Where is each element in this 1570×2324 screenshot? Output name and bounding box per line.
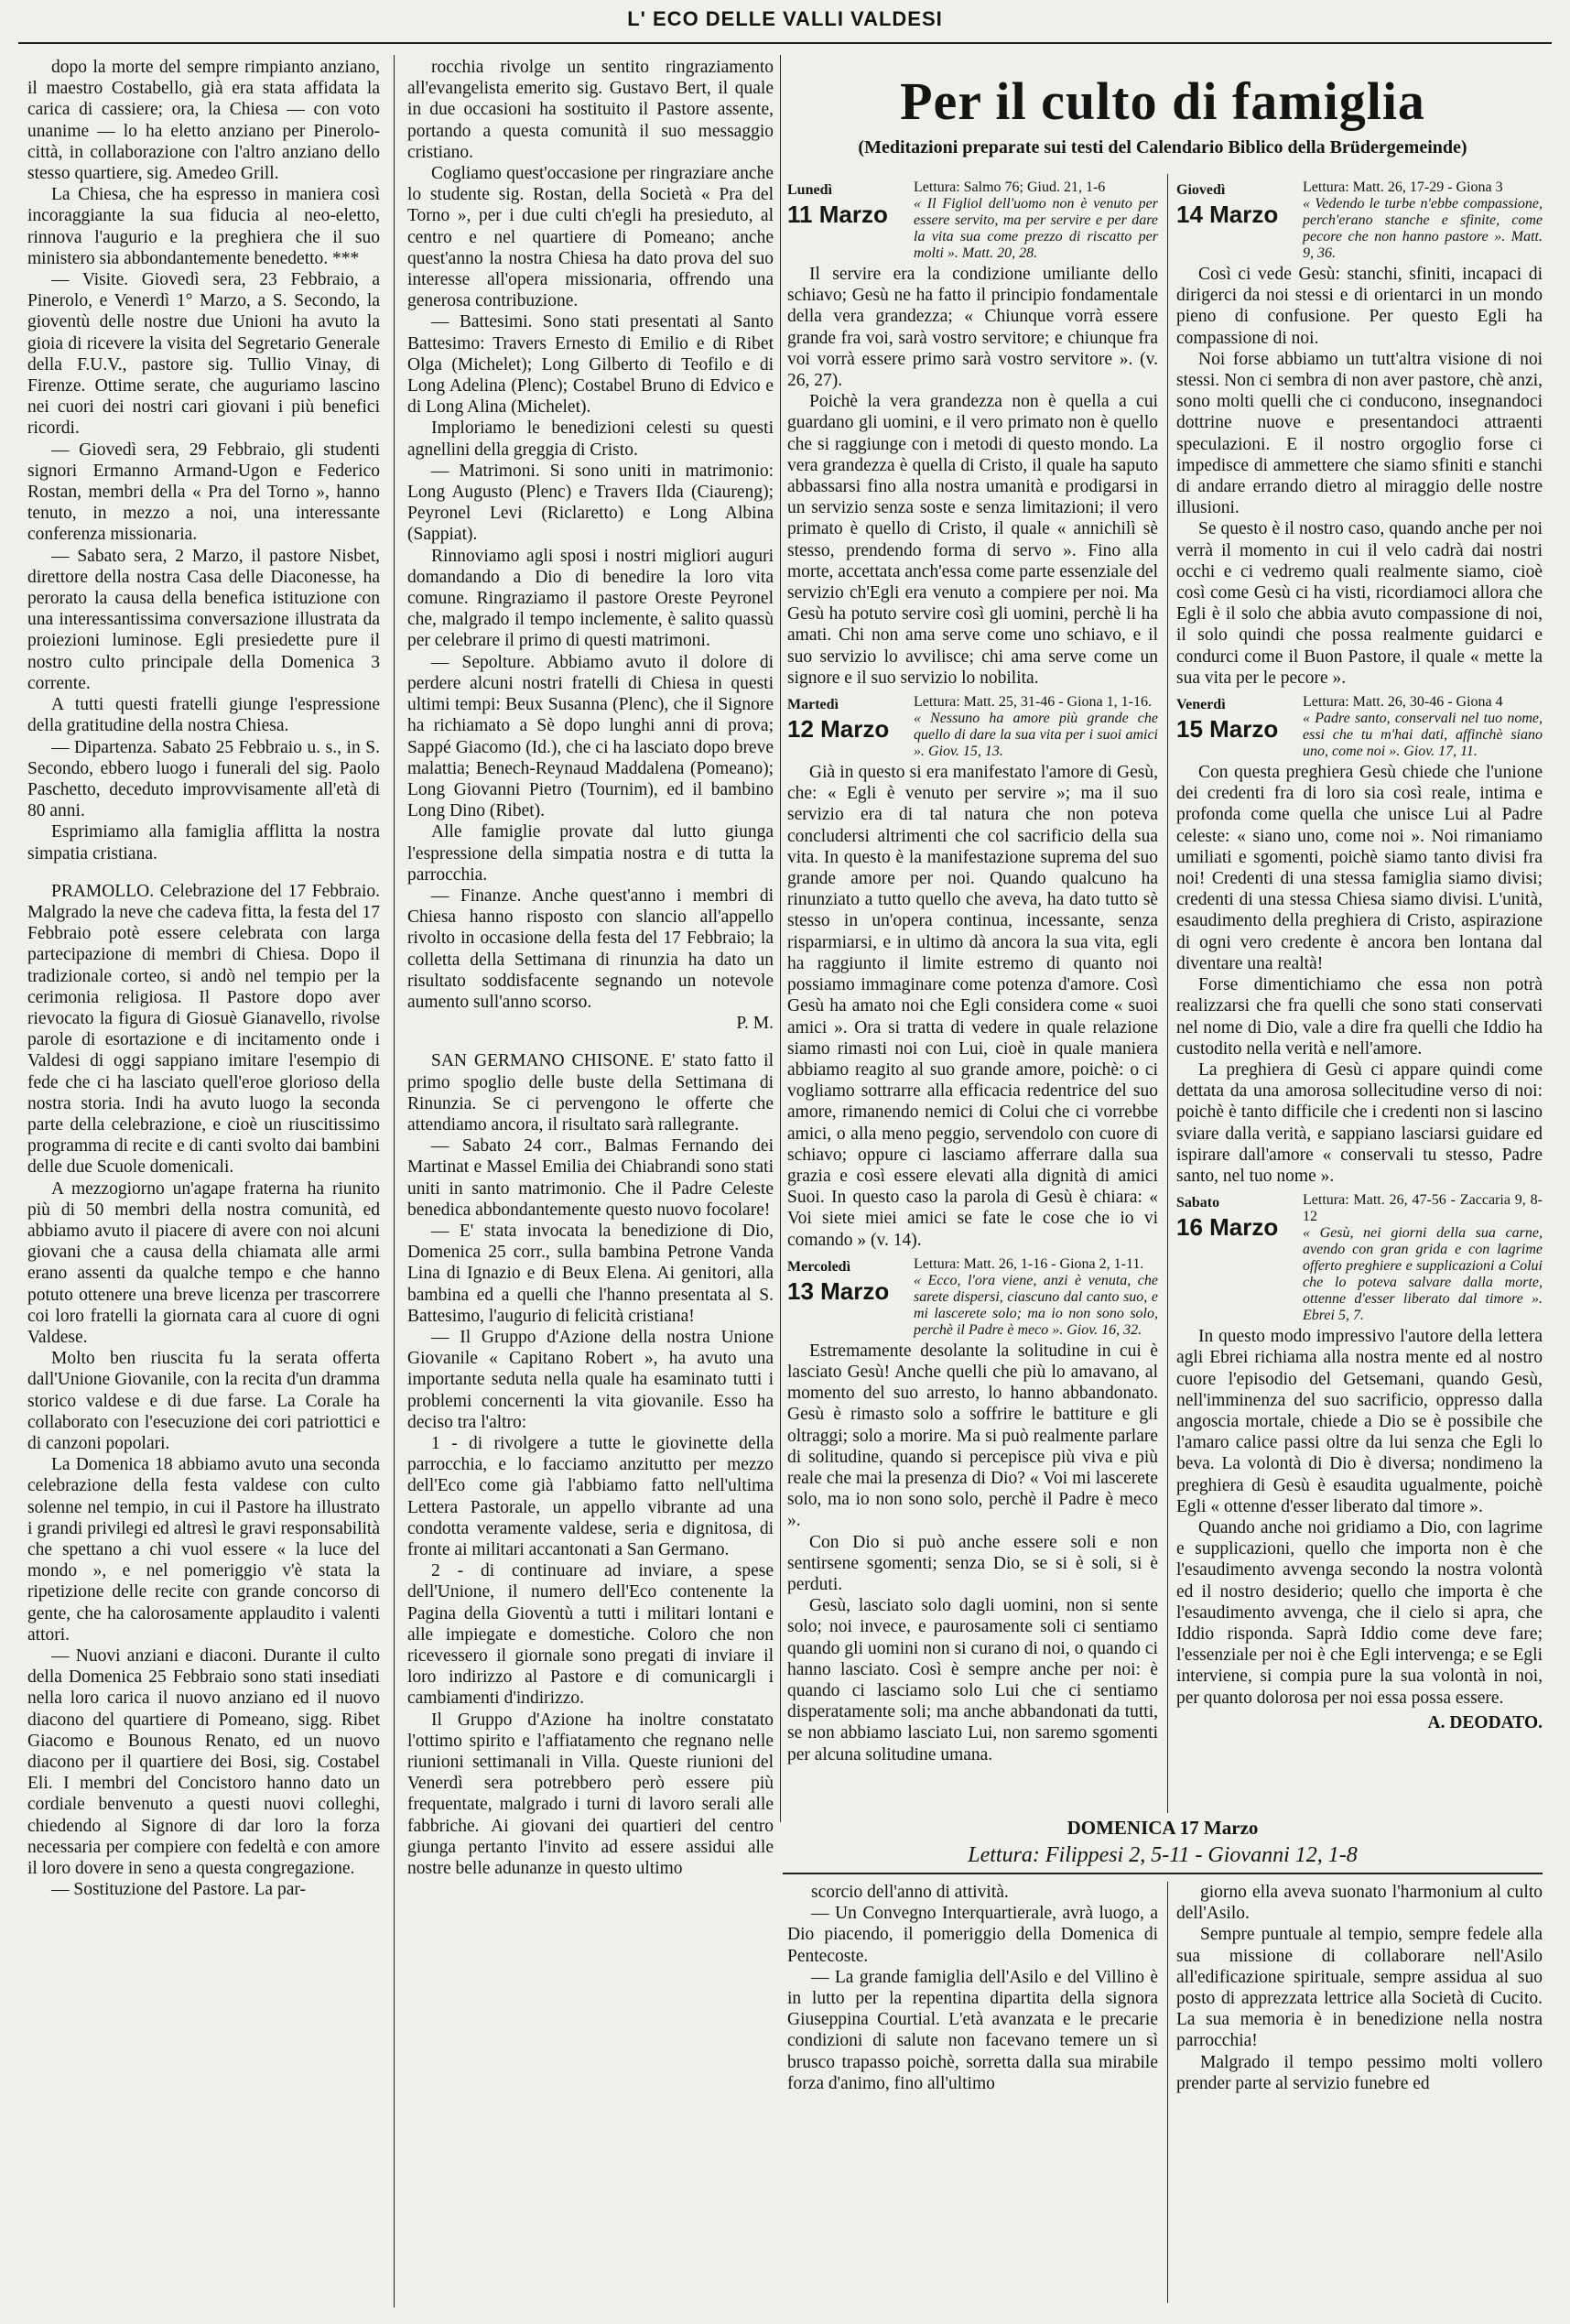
- verse-quote: « Vedendo le turbe n'ebbe compassione, perch'erano stanche e sfinite, come pecore che non hanno pastore ». Matt. 9, 36.: [1303, 196, 1543, 261]
- day-reading: [914, 694, 1158, 760]
- column-4: [1176, 1882, 1543, 2303]
- meditation-paragraph: Quando anche noi gridiamo a Dio, con lagrime e supplicazioni, quello che importa non è che l'esaudimento avvenga secondo la nostra volontà ed il nostro desiderio; quello che importa è che l'esaudimento avvenga, che il cielo si apra, che Iddio risponda. Saprà Iddio come deve fare; l'essenziale per noi è che Egli intervenga; e se Egli interviene, si compia pure la sua volontà in noi, per quanto dolorosa per noi essa possa essere.: [1176, 1517, 1543, 1708]
- paragraph: — Sabato sera, 2 Marzo, il pastore Nisbet, direttore della nostra Casa delle Diaconesse, ha perorato la causa della benefica istituzione con una interessantissima conversazione illustrata da proiezioni luminose. Egli presiedette pure il nostro culto principale della Domenica 3 corrente.: [27, 546, 380, 693]
- paragraph: Molto ben riuscita fu la serata offerta dall'Unione Giovanile, con la recita d'un dramma storico valdese e di due farse. La Corale ha collaborato con l'esecuzione dei cori patriottici e di canzoni popolari.: [27, 1349, 380, 1453]
- banner-subtitle: (Meditazioni preparate sui testi del Calendario Biblico della Brüdergemeinde): [858, 137, 1467, 157]
- day-label: [1176, 1192, 1295, 1324]
- reading-ref: Lettura: Matt. 26, 47-56 - Zaccaria 9, 8-12: [1303, 1192, 1543, 1225]
- paragraph: La Chiesa, che ha espresso in maniera così incoraggiante la sua fiducia al neo-eletto, rinnova l'augurio e la preghiera che il suo ministero sia abbondantemente benedetto. ***: [27, 185, 380, 268]
- paragraph: — Matrimoni. Si sono uniti in matrimonio: Long Augusto (Plenc) e Travers Ilda (Ciaureng); Peyronel Levi (Riclaretto) e Long Albina (Sappiat).: [407, 461, 774, 545]
- meditation-paragraph: Gesù, lasciato solo dagli uomini, non si sente solo; noi invece, e paurosamente soli ci sentiamo quando gli uomini non si curano di noi, o quando ci hanno lasciato. Così è sempre anche per noi: è quando ci lasciamo solo Lui che ci sentiamo disperatamente soli; ma anche abbandonati da tutti, se non abbiamo lasciato Lui, non saremo sgomenti per alcuna solitudine umana.: [787, 1596, 1158, 1765]
- day-label: [1176, 694, 1295, 760]
- paragraph: — Finanze. Anche quest'anno i membri di Chiesa hanno risposto con slancio all'appello rivolto in occasione della festa del 17 Febbraio; la colletta della Settimana di rinunzia ha dato un risultato soddisfacente segnando un notevole aumento sull'anno scorso.: [407, 885, 774, 1012]
- paragraph: — Sabato 24 corr., Balmas Fernando dei Martinat e Massel Emilia dei Chiabrandi sono stati uniti in santo matrimonio. Che il Padre Celeste benedica abbondantemente questo nuovo focolare!: [407, 1136, 774, 1220]
- day-reading: [1303, 179, 1543, 262]
- day-date: 15 Marzo: [1176, 715, 1279, 744]
- meditation-paragraph: Noi forse abbiamo un tutt'altra visione di noi stessi. Non ci sembra di non aver pastore, chè anzi, sono molti quelli che ci conducono, insegnandoci dottrine nuove e presentandoci attraenti speculazioni. E il nostro orgoglio forse ci impedisce di ammettere che siamo sfiniti e stanchi di andare errando dietro al miraggio delle nostre illusioni.: [1176, 349, 1543, 518]
- day-head: [787, 1256, 1158, 1339]
- paragraph: — Battesimi. Sono stati presentati al Santo Battesimo: Travers Ernesto di Emilio e di Ribet Olga (Michelet); Long Gilberto di Teofilo e di Long Adelina (Plenc); Costabel Bruno di Edvico e di Long Alina (Michelet).: [407, 312, 774, 418]
- day-name: Giovedì: [1176, 182, 1226, 198]
- meditation-day: [1176, 694, 1543, 1187]
- meditation-paragraph: Il servire era la condizione umiliante dello schiavo; Gesù ne ha fatto il principio fondamentale della vera grandezza; « Chiunque vorrà essere grande fra voi, sarà vostro servitore; e chiunque fra voi vorrà essere primo sarà vostro servitore ». (v. 26, 27).: [787, 265, 1158, 391]
- day-name: Mercoledì: [787, 1258, 851, 1275]
- paragraph: Rinnoviamo agli sposi i nostri migliori auguri domandando a Dio di benedire la loro vita comune. Ringraziamo il pastore Oreste Peyronel che, malgrado il tempo inclemente, è salito quassù per celebrare il primo di questi matrimoni.: [407, 546, 774, 651]
- column-divider: [1167, 1882, 1168, 2303]
- meditation-paragraph: Se questo è il nostro caso, quando anche per noi verrà il momento in cui il velo cadrà dai nostri occhi e ci vedremo quali realmente siamo, cioè così come Gesù ci ha visti, ricordiamoci allora che Egli è il solo che abbia avuto compassione di noi, il solo quindi che possa realmente guidarci e condurci come il Buon Pastore, il quale « mette la sua vita per le pecore ».: [1176, 519, 1543, 688]
- verse-quote: « Il Figliol dell'uomo non è venuto per essere servito, ma per servire e per dare la vita sua come prezzo di riscatto per molti ». Matt. 20, 28.: [914, 196, 1158, 261]
- paragraph: — Un Convegno Interquartierale, avrà luogo, a Dio piacendo, il pomeriggio della Domenica di Pentecoste.: [787, 1904, 1158, 1966]
- column-divider: [780, 55, 781, 1822]
- sunday-title: DOMENICA 17 Marzo: [1067, 1817, 1259, 1839]
- paragraph: — Giovedì sera, 29 Febbraio, gli studenti signori Ermanno Armand-Ugon e Federico Rostan, membri della « Pra del Torno », hanno tenuto, in mezzo a noi, una interessante conferenza missionaria.: [27, 440, 380, 545]
- paragraph: dopo la morte del sempre rimpianto anziano, il maestro Costabello, già era stata affidata la carica di cassiere; ora, la Chiesa — con voto unanime — lo ha eletto anziano per Pinerolo-città, in collaborazione con l'altro anziano dello stesso quartiere, sig. Amedeo Grill.: [27, 58, 380, 184]
- column-3: [787, 1882, 1158, 2303]
- day-head: [787, 179, 1158, 262]
- paragraph: PRAMOLLO. Celebrazione del 17 Febbraio. Malgrado la neve che cadeva fitta, la festa del 17 Febbraio potè essere celebrata con larga partecipazione di membri di Chiesa. Dopo il tradizionale corteo, si andò nel tempio per la cerimonia religiosa. Il Pastore dopo aver rievocato la figura di Giosuè Gianavello, rivolse parole di esortazione e di incitamento onde i Valdesi di oggi sappiano imitare l'esempio di fede che ci ha lasciato quell'eroe glorioso della nostra storia. Indi ha avuto luogo la seconda parte della celebrazione, e cioè un riuscitissimo programma di recite e di canti svolto dai bambini delle due Scuole domenicali.: [27, 881, 380, 1178]
- paragraph: A tutti questi fratelli giunge l'espressione della gratitudine della nostra Chiesa.: [27, 695, 380, 736]
- day-reading: [914, 1256, 1158, 1339]
- column-2: [407, 57, 774, 1879]
- paragraph: — Dipartenza. Sabato 25 Febbraio u. s., in S. Secondo, ebbero luogo i funerali del sig. Paolo Paschetto, deceduto improvvisamente all'età di 80 anni.: [27, 737, 380, 821]
- paragraph: — Nuovi anziani e diaconi. Durante il culto della Domenica 25 Febbraio sono stati insediati nella loro carica il nuovo anziano ed il nuovo diacono del quartiere di Pomeano, sigg. Ribet Giacomo e Bounous Renato, ed un nuovo diacono per il quartiere dei Bosi, sig. Costabel Eli. I membri del Concistoro hanno dato un cordiale benvenuto a questi nuovi colleghi, chiedendo al Signore di dar loro la forza necessaria per compiere con fedeltà e con amore il loro dovere in seno a questa congregazione.: [27, 1646, 380, 1879]
- page-header: [18, 7, 1552, 44]
- reading-ref: Lettura: Matt. 26, 30-46 - Giona 4: [1303, 694, 1503, 711]
- paragraph: Cogliamo quest'occasione per ringraziare anche lo studente sig. Rostan, della Società « Pra del Torno », per i due culti ch'egli ha presieduto, al centro e nel quartiere di Pomeano; anche quest'anno la nostra Chiesa ha dato prova del suo interesse all'opera missionaria, offrendo una generosa contribuzione.: [407, 164, 774, 311]
- day-name: Sabato: [1176, 1195, 1220, 1211]
- meditation-day: [787, 179, 1158, 689]
- paragraph: Malgrado il tempo pessimo molti vollero prender parte al servizio funebre ed: [1176, 2052, 1543, 2093]
- day-label: [1176, 179, 1295, 262]
- author-signature: A. DEODATO.: [1427, 1712, 1543, 1732]
- banner-title: Per il culto di famiglia: [900, 71, 1425, 131]
- day-date: 14 Marzo: [1176, 201, 1279, 229]
- paragraph: P. M.: [736, 1014, 774, 1034]
- meditation-paragraph: Con Dio si può anche essere soli e non sentirsene sgomenti; senza Dio, se si è soli, si è perduti.: [787, 1532, 1158, 1594]
- meditation-day: [1176, 179, 1543, 689]
- meditation-paragraph: Forse dimentichiamo che essa non potrà realizzarsi che fra quelli che sono stati conservati nel nome di Dio, vale a dire fra quelli che Iddio ha custodito nella verità e nell'amore.: [1176, 975, 1543, 1059]
- paragraph: — La grande famiglia dell'Asilo e del Villino è in lutto per la repentina dipartita della signora Giuseppina Courtial. L'età avanzata e le precarie condizioni di salute non facevano temere un sì brusco trapasso poichè, sorretta dalla sua mirabile forza d'animo, fino all'ultimo: [787, 1967, 1158, 2093]
- day-head: [787, 694, 1158, 760]
- paragraph: Sempre puntuale al tempio, sempre fedele alla sua missione di collaborare nell'Asilo all'edificazione spirituale, sempre assidua al suo posto di apprezzata lettrice alla Società di Cucito. La sua memoria è in benedizione nella nostra parrocchia!: [1176, 1925, 1543, 2051]
- verse-quote: « Ecco, l'ora viene, anzi è venuta, che sarete dispersi, ciascuno dal canto suo, e mi lascerete solo; ma io non sono solo, perchè il Padre è meco ». Giov. 16, 32.: [914, 1272, 1158, 1338]
- day-head: [1176, 179, 1543, 262]
- paragraph: 2 - di continuare ad inviare, a spese dell'Unione, il numero dell'Eco contenente la Pagina della Gioventù a tutti i militari lontani e alle impiegate e domestiche. Coloro che non ricevessero il giornale sono pregati di inviare il loro indirizzo al Pastore e di comunicargli i cambiamenti d'indirizzo.: [407, 1561, 774, 1709]
- day-label: [787, 694, 906, 760]
- day-reading: [914, 179, 1158, 262]
- family-worship-banner: [787, 73, 1538, 158]
- day-date: 16 Marzo: [1176, 1213, 1279, 1242]
- paragraph: — E' stata invocata la benedizione di Dio, Domenica 25 corr., sulla bambina Petrone Vanda Lina di Ignazio e di Beux Elena. Ai genitori, alla bambina ed a quelli che l'hanno presentata al S. Battesimo, l'augurio di felicità cristiana!: [407, 1221, 774, 1326]
- meditation-paragraph: Così ci vede Gesù: stanchi, sfiniti, incapaci di dirigerci da noi stessi e di orientarci in un mondo pieno di confusione. Per questo Egli ha compassione di noi.: [1176, 265, 1543, 348]
- meditation-day: [787, 694, 1158, 1251]
- reading-ref: Lettura: Salmo 76; Giud. 21, 1-6: [914, 179, 1106, 195]
- paragraph: giorno ella aveva suonato l'harmonium al culto dell'Asilo.: [1176, 1883, 1543, 1924]
- day-label: [787, 179, 906, 262]
- section-rule: [783, 1873, 1543, 1874]
- paragraph: Il Gruppo d'Azione ha inoltre constatato l'ottimo spirito e l'affiatamento che regnano nelle riunioni settimanali in Villa. Queste riunioni del Venerdì sera potrebbero però essere più frequentate, malgrado i turni di lavoro serali alle fabbriche. Ai giovani dei quartieri del centro giunga pertanto l'invito ad essere assidui alle nostre belle adunanze in questo ultimo: [407, 1710, 774, 1879]
- day-reading: [1303, 1192, 1543, 1324]
- sunday-reading: [787, 1817, 1538, 1868]
- paragraph: La Domenica 18 abbiamo avuto una seconda celebrazione della festa valdese con culto solenne nel tempio, in cui il Pastore ha illustrato i grandi privilegi ed altresì le gravi responsabilità che spettano a chi vuol essere « la luce del mondo », e nel pomeriggio v'è stata la ripetizione delle recite con grande concorso di gente, che ha calorosamente applaudito i valenti attori.: [27, 1455, 380, 1645]
- meditation-paragraph: La preghiera di Gesù ci appare quindi come dettata da una amorosa sollecitudine verso di noi: poichè è tanto difficile che i credenti non si lascino sviare dalla verità, e sappiano lasciarsi guidare ed ispirare dall'amore « conservali tu stesso, Padre santo, nel tuo nome ».: [1176, 1059, 1543, 1186]
- day-head: [1176, 1192, 1543, 1324]
- header-rule: [18, 42, 1552, 44]
- paragraph: — Sepolture. Abbiamo avuto il dolore di perdere alcuni nostri fratelli di Chiesa in questi ultimi tempi: Beux Susanna (Plenc), che il Signore ha richiamato a Sè dopo lunghi anni di prova; Sappé Giacomo (Id.), che ci ha lasciato dopo breve malattia; Benech-Reynaud Maddalena (Pomeano); Long Giovanni Pietro (Tournim), ed il bambino Long Dino (Ribet).: [407, 652, 774, 821]
- reading-ref: Lettura: Matt. 25, 31-46 - Giona 1, 1-16.: [914, 694, 1152, 711]
- paragraph: 1 - di rivolgere a tutte le giovinette della parrocchia, e lo facciamo anzitutto per mezzo dell'Eco come già l'abbiamo fatto nell'ultima Lettera Pastorale, un appello vibrante ad una condotta veramente valdese, seria e dignitosa, di fronte ai militari accantonati a San Germano.: [407, 1434, 774, 1560]
- verse-quote: « Padre santo, conservali nel tuo nome, essi che tu m'hai dati, affinchè siano uno, come noi ». Giov. 17, 11.: [1303, 711, 1543, 760]
- day-reading: [1303, 694, 1543, 760]
- paragraph: SAN GERMANO CHISONE. E' stato fatto il primo spoglio delle buste della Settimana di Rinunzia. Se ci pervengono le offerte che attendiamo ancora, il risultato sarà rallegrante.: [407, 1051, 774, 1135]
- day-date: 11 Marzo: [787, 201, 888, 229]
- paragraph: rocchia rivolge un sentito ringraziamento all'evangelista emerito sig. Gustavo Bert, il quale in due occasioni ha sostituito il Pastore assente, portando a questa comunità il suo messaggio cristiano.: [407, 58, 774, 162]
- header-title: L' ECO DELLE VALLI VALDESI: [627, 7, 943, 30]
- verse-quote: « Nessuno ha amore più grande che quello di dare la sua vita per i suoi amici ». Giov. 15, 13.: [914, 711, 1158, 760]
- paragraph: A mezzogiorno un'agape fraterna ha riunito più di 50 membri della nostra comunità, ed abbiamo avuto il piacere di avere con noi alcuni giovani che a causa della chiamata alle armi erano assenti da qualche tempo e che hanno potuto ottenere una breve licenza per trascorrere coi loro fratelli la giornata cara al cuore di ogni Valdese.: [27, 1178, 380, 1347]
- day-name: Venerdì: [1176, 697, 1226, 713]
- column-1: [27, 57, 380, 2319]
- meditation-paragraph: Già in questo si era manifestato l'amore di Gesù, che: « Egli è venuto per servire »; ma il suo servizio era di tal natura che non poteva concludersi altrimenti che col sacrificio della sua vita. In questo è la manifestazione suprema del suo grande amore per noi. Quando qualcuno ha rinunziato a tutto quello che aveva, ha dato tutto sè stesso in un'opera continua, incessante, senza risparmiarsi, e in ultimo dà ancora la sua vita, egli ha raggiunto il limite estremo di quanto noi possiamo immaginare come potenza d'amore. Così Gesù ha amato noi che Egli considera come « suoi amici ». Ora si tratta di vedere in quale relazione siamo rimasti noi con Lui, cioè in quale maniera abbiamo reagito al suo grande amore, poichè: o ci vogliamo sottrarre alla efficacia redentrice del suo amore, rimanendo nemici di Colui che ci vorrebbe amici, o alla meno peggio, servendolo con cuore di schiavo; oppure ci lasciamo afferrare dalla sua grazia e così essere elevati alla dignità di amici Suoi. In questo caso la parola di Gesù è chiara: « Voi siete miei amici se fate le cose che io vi comando » (v. 14).: [787, 763, 1158, 1250]
- paragraph: — Il Gruppo d'Azione della nostra Unione Giovanile « Capitano Robert », ha avuto una importante seduta nella quale ha esaminato tutti i problemi concernenti la vita giovanile. Esso ha deciso tra l'altro:: [407, 1327, 774, 1432]
- column-divider: [1167, 174, 1168, 1813]
- meditation-paragraph: Con questa preghiera Gesù chiede che l'unione dei credenti fra di loro sia così reale, intima e profonda come quella che unisce Lui al Padre celeste: « siano uno, come noi ». Noi rimaniamo umiliati e sgomenti, poichè siamo tanto divisi fra noi! Credenti di una stessa famiglia siamo divisi; credenti di una stessa Chiesa siamo divisi. L'unità, esaudimento della preghiera di Cristo, aspirazione di ogni vero credente è ancora ben lontana dal diventare una realtà!: [1176, 763, 1543, 973]
- meditation-paragraph: In questo modo impressivo l'autore della lettera agli Ebrei richiama alla nostra mente ed al nostro cuore l'episodio del Getsemani, quando Gesù, nell'imminenza del suo sacrificio, oppresso dalla angoscia mortale, chiede a Dio se è possibile che l'amaro calice passi oltre da lui senza che Egli lo beva. La volontà di Dio è diversa; nondimeno la preghiera di Gesù è esaudita ugualmente, poichè Egli « ottenne d'esser liberato dal timore ».: [1176, 1327, 1543, 1516]
- paragraph: scorcio dell'anno di attività.: [811, 1883, 1009, 1902]
- paragraph: Esprimiamo alla famiglia afflitta la nostra simpatia cristiana.: [27, 822, 380, 863]
- sunday-lesson: Lettura: Filippesi 2, 5-11 - Giovanni 12, 1-8: [968, 1843, 1358, 1867]
- day-label: [787, 1256, 906, 1339]
- meditation-paragraph: Estremamente desolante la solitudine in cui è lasciato Gesù! Anche quelli che più lo amavano, al momento del suo arresto, lo hanno abbandonato. Gesù è rimasto solo a soffrire le battiture e gli oltraggi; solo a morire. Ma si può realmente parlare di solitudine, quando si percepisce più viva e più reale che mai la presenza di Dio? « Voi mi lascerete solo, ma io non sono solo, perchè il Padre è meco ».: [787, 1341, 1158, 1531]
- meditations-left: [787, 174, 1158, 1813]
- paragraph: — Sostituzione del Pastore. La par-: [51, 1880, 306, 1900]
- day-name: Martedì: [787, 697, 839, 713]
- column-divider: [394, 55, 395, 2308]
- day-date: 12 Marzo: [787, 715, 890, 744]
- paragraph: Alle famiglie provate dal lutto giunga l'espressione della simpatia nostra e di tutta la parrocchia.: [407, 822, 774, 885]
- reading-ref: Lettura: Matt. 26, 17-29 - Giona 3: [1303, 179, 1503, 195]
- day-head: [1176, 694, 1543, 760]
- day-name: Lunedì: [787, 182, 832, 198]
- meditation-paragraph: Poichè la vera grandezza non è quella a cui guardano gli uomini, e il vero primato non è quello che si raggiunge con i metodi di questo mondo. La vera grandezza è quella di Cristo, il quale ha saputo abbassarsi fino alla nostra umanità e prodigarsi in un servizio senza soste e senza limitazioni; il vero primato è quello di Cristo, il quale « annichilì sè stesso, prendendo forma di servo ». Fino alla morte, accettata anch'essa come parte essenziale del servizio ch'Egli era venuto a compiere per noi. Ma Gesù ha potuto servire così gli uomini, perchè li ha amati. Chi non ama serve come uno schiavo, e il suo servizio lo avvilisce; chi ama serve come un signore e il suo servizio lo nobilita.: [787, 392, 1158, 688]
- meditations-right: [1176, 174, 1543, 1813]
- paragraph: — Visite. Giovedì sera, 23 Febbraio, a Pinerolo, e Venerdì 1° Marzo, a S. Secondo, la gioventù delle nostre due Unioni ha avuto la gioia di ricevere la visita del Segretario Generale della F.U.V., pastore sig. Tullio Vinay, di Firenze. Ottime serate, che auguriamo lascino nei cuori dei nostri cari giovani i più benefici ricordi.: [27, 270, 380, 439]
- reading-ref: Lettura: Matt. 26, 1-16 - Giona 2, 1-11.: [914, 1255, 1144, 1272]
- meditation-day: [787, 1256, 1158, 1765]
- verse-quote: « Gesù, nei giorni della sua carne, avendo con gran grida e con lagrime offerto preghiere e supplicazioni a Colui che lo poteva salvare dalla morte, ottenne d'esser liberato dal timore ». Ebrei 5, 7.: [1303, 1225, 1543, 1324]
- meditation-day: [1176, 1192, 1543, 1709]
- day-date: 13 Marzo: [787, 1276, 890, 1305]
- paragraph: Imploriamo le benedizioni celesti su questi agnellini della greggia di Cristo.: [407, 418, 774, 460]
